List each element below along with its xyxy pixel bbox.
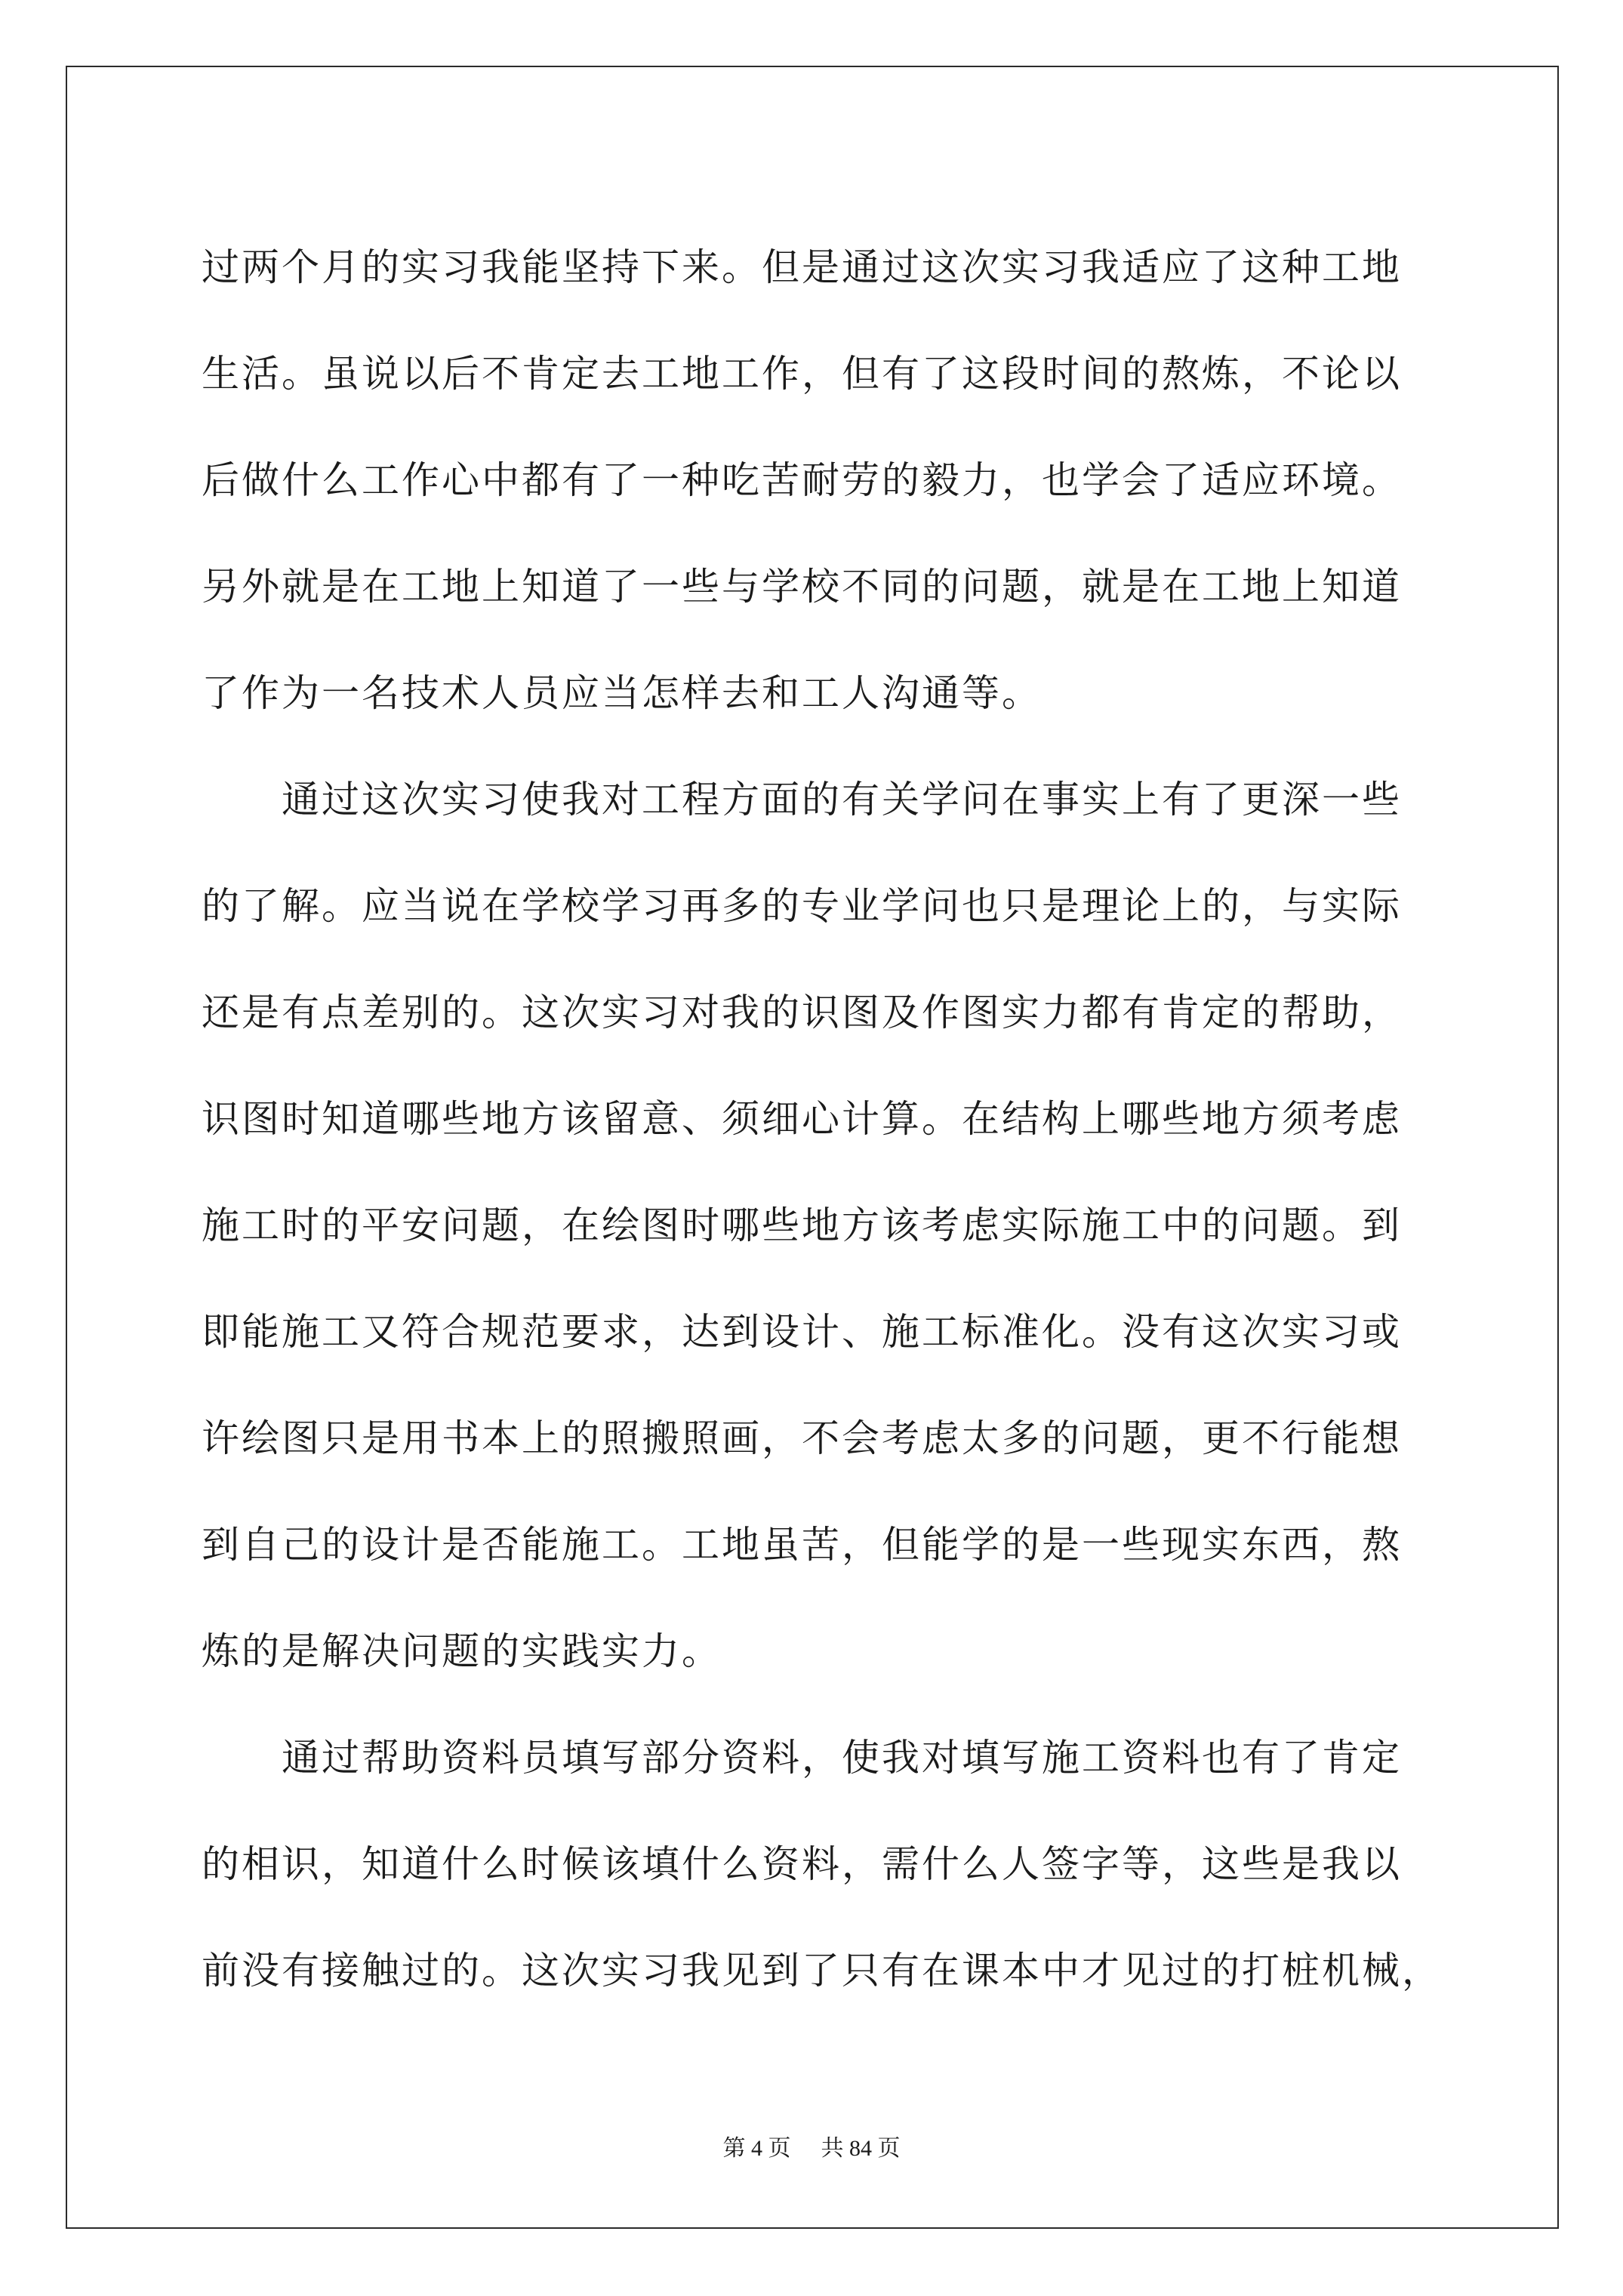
text-line-4: 另外就是在工地上知道了一些与学校不同的问题，就是在工地上知道 — [202, 565, 1402, 609]
text-line-14: 炼的是解决问题的实践实力。 — [202, 1629, 722, 1673]
text-line-16: 的相识，知道什么时候该填什么资料，需什么人签字等，这些是我以 — [202, 1842, 1402, 1886]
document-body — [202, 214, 1442, 2024]
text-line-8: 还是有点差别的。这次实习对我的识图及作图实力都有肯定的帮助， — [202, 991, 1402, 1034]
text-line-2: 生活。虽说以后不肯定去工地工作，但有了这段时间的熬炼，不论以 — [202, 352, 1402, 396]
text-line-3: 后做什么工作心中都有了一种吃苦耐劳的毅力，也学会了适应环境。 — [202, 458, 1402, 502]
text-line-11: 即能施工又符合规范要求，达到设计、施工标准化。没有这次实习或 — [202, 1310, 1402, 1354]
text-line-1: 过两个月的实习我能坚持下来。但是通过这次实习我适应了这种工地 — [202, 245, 1402, 289]
text-line-9: 识图时知道哪些地方该留意、须细心计算。在结构上哪些地方须考虑 — [202, 1097, 1402, 1141]
page-footer — [0, 2129, 1623, 2162]
text-line-15: 通过帮助资料员填写部分资料，使我对填写施工资料也有了肯定 — [202, 1736, 1402, 1780]
text-line-7: 的了解。应当说在学校学习再多的专业学问也只是理论上的，与实际 — [202, 884, 1402, 928]
text-line-12: 许绘图只是用书本上的照搬照画，不会考虑太多的问题，更不行能想 — [202, 1416, 1402, 1460]
text-line-5: 了作为一名技术人员应当怎样去和工人沟通等。 — [202, 671, 1042, 715]
page-number: 第 4 页 — [722, 2136, 791, 2161]
text-line-10: 施工时的平安问题，在绘图时哪些地方该考虑实际施工中的问题。到 — [202, 1203, 1402, 1247]
text-line-17: 前没有接触过的。这次实习我见到了只有在课本中才见过的打桩机械， — [202, 1949, 1442, 1992]
text-line-6: 通过这次实习使我对工程方面的有关学问在事实上有了更深一些 — [202, 778, 1402, 821]
text-line-13: 到自己的设计是否能施工。工地虽苦，但能学的是一些现实东西，熬 — [202, 1523, 1402, 1567]
page-total: 共 84 页 — [821, 2136, 901, 2161]
